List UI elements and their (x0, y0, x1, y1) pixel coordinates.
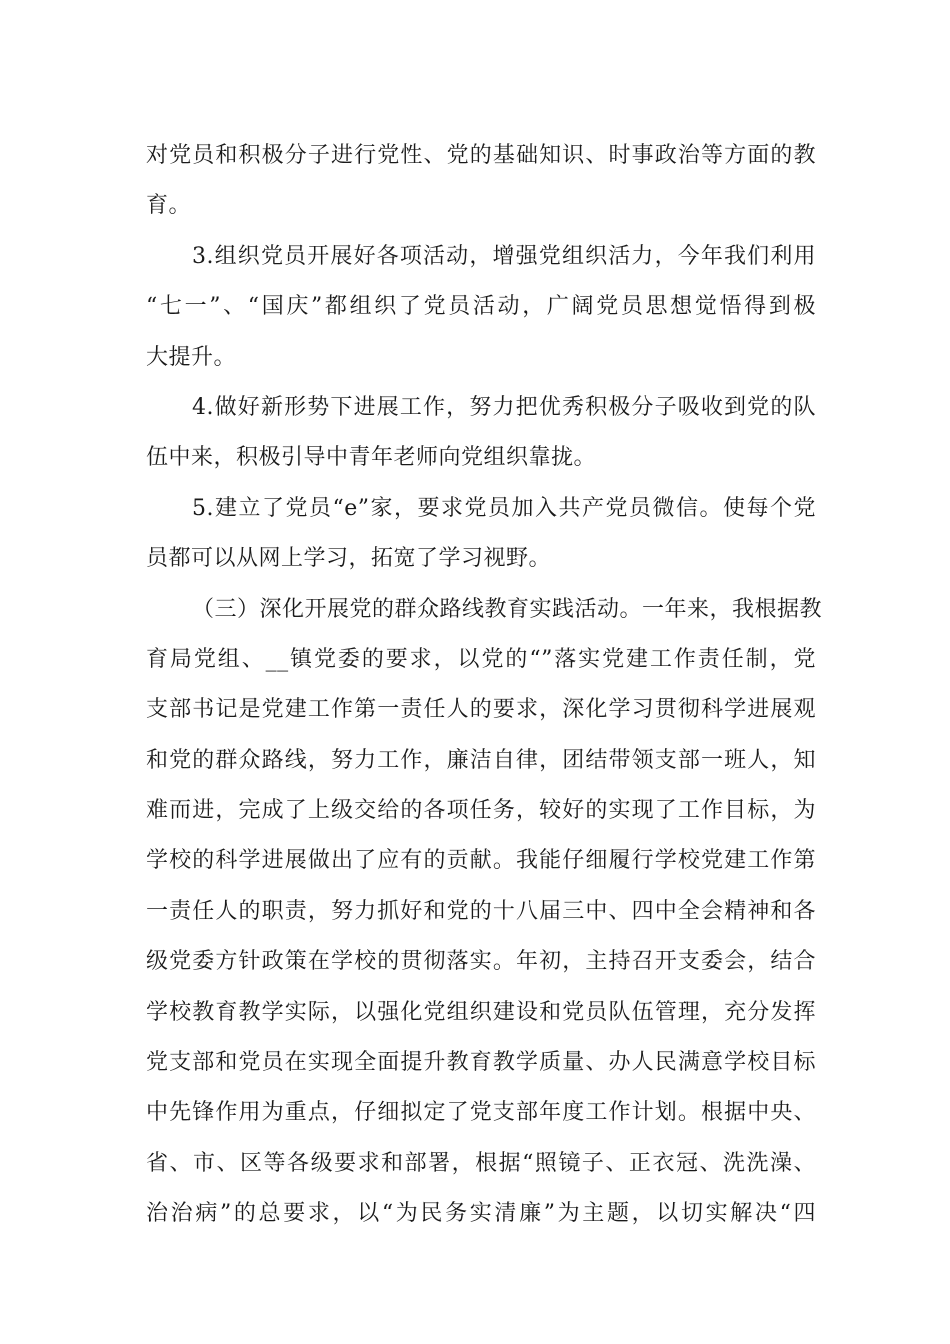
paragraph-start-line: （三）深化开展党的群众路线教育实践活动。一年来，我根据教 (192, 596, 823, 622)
text-line: 省、市、区等各级要求和部署，根据“照镜子、正衣冠、洗洗澡、 (146, 1150, 816, 1176)
text-line: 支部书记是党建工作第一责任人的要求，深化学习贯彻科学进展观 (146, 697, 816, 723)
paragraph-start-line: 5.建立了党员“e”家，要求党员加入共产党员微信。使每个党 (192, 495, 816, 521)
paragraph-start-line: 4.做好新形势下进展工作，努力把优秀积极分子吸收到党的队 (192, 394, 816, 420)
text-line: 和党的群众路线，努力工作，廉洁自律，团结带领支部一班人，知 (146, 747, 816, 773)
text-line: 对党员和积极分子进行党性、党的基础知识、时事政治等方面的教 (146, 143, 816, 168)
text-line: 学校教育教学实际，以强化党组织建设和党员队伍管理，充分发挥 (146, 999, 816, 1025)
text-line: 级党委方针政策在学校的贯彻落实。年初，主持召开支委会，结合 (146, 949, 816, 975)
text-line: 员都可以从网上学习，拓宽了学习视野。 (146, 546, 552, 572)
text-line: 一责任人的职责，努力抓好和党的十八届三中、四中全会精神和各 (146, 898, 816, 924)
text-line: 伍中来，积极引导中青年老师向党组织靠拢。 (146, 445, 597, 471)
text-line: 大提升。 (146, 344, 237, 370)
text-line: 育局党组、__镇党委的要求，以党的“”落实党建工作责任制，党 (146, 646, 816, 672)
body-text (146, 131, 823, 1240)
text-line: 育。 (146, 193, 192, 219)
text-line: 中先锋作用为重点，仔细拟定了党支部年度工作计划。根据中央、 (146, 1100, 816, 1126)
text-line: 难而进，完成了上级交给的各项任务，较好的实现了工作目标，为 (146, 798, 816, 824)
text-line: 治治病”的总要求，以“为民务实清廉”为主题，以切实解决“四 (146, 1201, 816, 1227)
paragraph-start-line: 3.组织党员开展好各项活动，增强党组织活力，今年我们利用 (192, 243, 816, 269)
text-line: 学校的科学进展做出了应有的贡献。我能仔细履行学校党建工作第 (146, 848, 816, 874)
text-line: “七一”、“国庆”都组织了党员活动，广阔党员思想觉悟得到极 (146, 294, 816, 320)
text-line: 党支部和党员在实现全面提升教育教学质量、办人民满意学校目标 (146, 1050, 816, 1076)
